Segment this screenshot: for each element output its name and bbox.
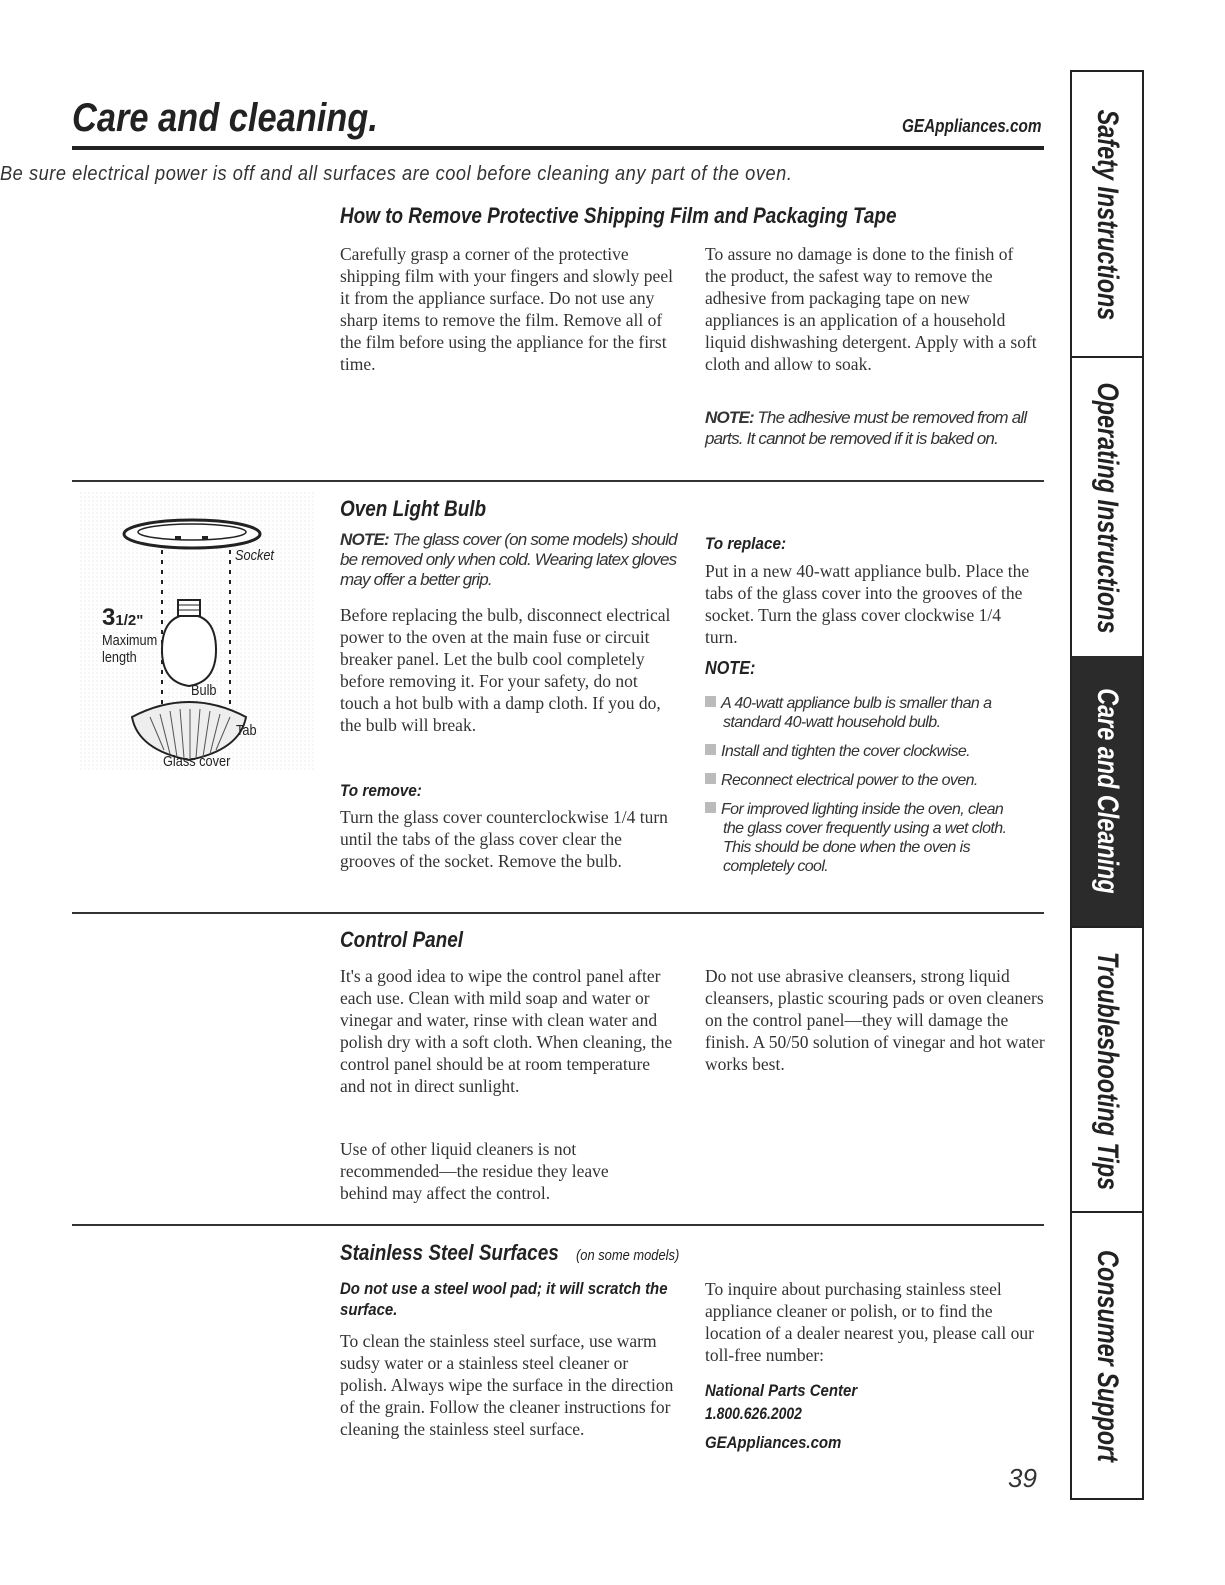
stainless-heading: Stainless Steel Surfaces (on some models) xyxy=(340,1240,680,1265)
section-rule-3 xyxy=(72,1224,1044,1226)
tab-label: Tab xyxy=(236,722,257,739)
page-title: Care and cleaning. xyxy=(72,96,378,140)
header-website: GEAppliances.com xyxy=(902,116,1042,136)
list-item: A 40-watt appliance bulb is smaller than a standard 40-watt household bulb. xyxy=(705,694,1025,732)
list-item: Install and tighten the cover clockwise. xyxy=(705,742,1025,761)
control-panel-heading: Control Panel xyxy=(340,927,463,952)
stainless-col2: To inquire about purchasing stainless steel appliance cleaner or polish, or to find the location of a dealer nearest you, please call our toll-free number: xyxy=(705,1279,1034,1365)
side-tab-consumer-support[interactable]: Consumer Support xyxy=(1070,1211,1144,1500)
side-tab-safety-instructions[interactable]: Safety Instructions xyxy=(1070,70,1144,357)
oven-light-para1: Before replacing the bulb, disconnect electrical power to the oven at the main fuse or circuit breaker panel. Let the bulb cool completely before removing it. For your safety, do not touch a hot bulb with a damp cloth. If you do, the bulb will break. xyxy=(340,605,671,735)
bullet-icon xyxy=(705,696,716,707)
light-bulb-diagram xyxy=(80,492,315,772)
list-item: Reconnect electrical power to the oven. xyxy=(705,771,1025,790)
section-rule-1 xyxy=(72,480,1044,482)
bullet-icon xyxy=(705,802,716,813)
parts-center-website[interactable]: GEAppliances.com xyxy=(705,1433,842,1452)
length-label: length xyxy=(102,649,137,666)
side-tab-troubleshooting-tips[interactable]: Troubleshooting Tips xyxy=(1070,926,1144,1213)
control-panel-para2: Use of other liquid cleaners is not recommended—the residue they leave behind may affect the control. xyxy=(340,1139,609,1203)
shipping-film-note: NOTE: The adhesive must be removed from all parts. It cannot be removed if it is baked on. xyxy=(705,408,1027,448)
to-replace-heading: To replace: xyxy=(705,534,787,553)
shipping-film-col1: Carefully grasp a corner of the protective shipping film with your fingers and slowly peel it from the appliance surface. Do not use any sharp items to remove the film. Remove all of the film before using the appliance for the first time. xyxy=(340,244,673,374)
side-tab-operating-instructions[interactable]: Operating Instructions xyxy=(1070,356,1144,658)
replace-notes-list xyxy=(705,694,1025,886)
section-rule-2 xyxy=(72,912,1044,914)
bulb-label: Bulb xyxy=(191,682,217,699)
stainless-col1: To clean the stainless steel surface, use warm sudsy water or a stainless steel cleaner or polish. Always wipe the surface in the direction of the grain. Follow the cleaner instructions for cleaning the stainless steel surface. xyxy=(340,1331,674,1439)
parts-center-phone[interactable]: 1.800.626.2002 xyxy=(705,1404,802,1423)
parts-center-name: National Parts Center xyxy=(705,1381,858,1400)
control-panel-col2: Do not use abrasive cleansers, strong liquid cleansers, plastic scouring pads or oven cleaners on the control panel—they will damage the finish. A 50/50 solution of vinegar and hot water works best. xyxy=(705,966,1045,1074)
maximum-label: Maximum xyxy=(102,632,158,649)
glass-cover-label: Glass cover xyxy=(163,753,231,770)
side-tab-care-and-cleaning[interactable]: Care and Cleaning xyxy=(1070,656,1144,926)
size-label: 31/2" xyxy=(102,604,144,631)
control-panel-para1: It's a good idea to wipe the control panel after each use. Clean with mild soap and water or vinegar and water, rinse with clean water and polish dry with a soft cloth. When cleaning, the control panel should be at room temperature and not in direct sunlight. xyxy=(340,966,673,1096)
replace-note-label: NOTE: xyxy=(705,658,756,678)
power-warning: Be sure electrical power is off and all surfaces are cool before cleaning any part of the oven. xyxy=(0,163,793,185)
steel-wool-warning: Do not use a steel wool pad; it will scratch the surface. xyxy=(340,1279,668,1319)
page-number: 39 xyxy=(1008,1463,1037,1493)
header-rule xyxy=(72,146,1044,150)
oven-light-note: NOTE: The glass cover (on some models) should be removed only when cold. Wearing latex gloves may offer a better grip. xyxy=(340,530,677,589)
bullet-icon xyxy=(705,773,716,784)
to-remove-heading: To remove: xyxy=(340,781,422,800)
oven-light-heading: Oven Light Bulb xyxy=(340,496,487,521)
shipping-film-heading: How to Remove Protective Shipping Film and Packaging Tape xyxy=(340,203,897,228)
bullet-icon xyxy=(705,744,716,755)
to-remove-text: Turn the glass cover counterclockwise 1/4 turn until the tabs of the glass cover clear the grooves of the socket. Remove the bulb. xyxy=(340,807,668,871)
to-replace-text: Put in a new 40-watt appliance bulb. Place the tabs of the glass cover into the grooves of the socket. Turn the glass cover clockwise 1/4 turn. xyxy=(705,561,1030,647)
shipping-film-col2: To assure no damage is done to the finish of the product, the safest way to remove the adhesive from packaging tape on new appliances is an application of a household liquid dishwashing detergent. Apply with a soft cloth and allow to soak. xyxy=(705,244,1037,374)
socket-label: Socket xyxy=(235,547,274,564)
list-item: For improved lighting inside the oven, clean the glass cover frequently using a wet cloth. This should be done when the oven is completely cool. xyxy=(705,800,1025,876)
